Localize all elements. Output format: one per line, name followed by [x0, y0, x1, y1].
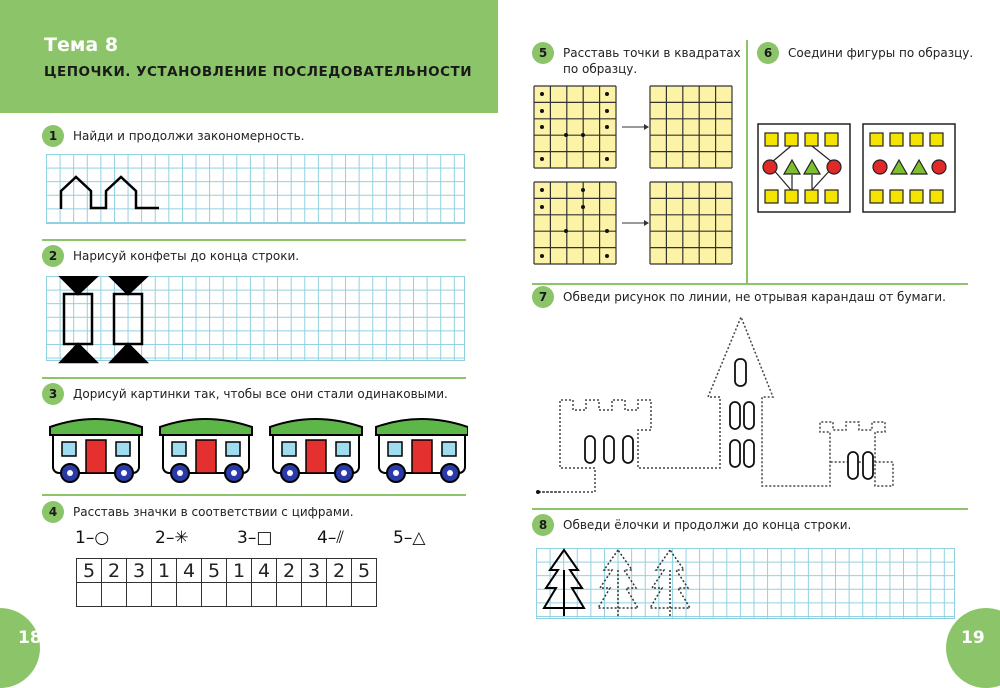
legend-item: 5–△ [393, 528, 426, 548]
digit-cell: 3 [127, 559, 152, 583]
task-8-text: Обведи ёлочки и продолжи до конца строки. [563, 518, 852, 532]
task-3-text: Дорисуй картинки так, чтобы все они стали одинаковыми. [73, 387, 448, 401]
answer-row [77, 583, 377, 607]
vertical-divider [746, 40, 748, 283]
legend-item: 1–○ [75, 528, 110, 548]
digit-cell: 4 [252, 559, 277, 583]
task-4-number: 4 [42, 501, 64, 523]
answer-cell[interactable] [202, 583, 227, 607]
divider [532, 283, 968, 285]
task-6-text: Соедини фигуры по образцу. [788, 46, 974, 60]
digit-cell: 1 [152, 559, 177, 583]
answer-cell[interactable] [227, 583, 252, 607]
task-8-number: 8 [532, 514, 554, 536]
divider [42, 494, 466, 496]
task-2-candies [46, 276, 156, 366]
digit-cell: 2 [277, 559, 302, 583]
task-1-number: 1 [42, 125, 64, 147]
task-2-text: Нарисуй конфеты до конца строки. [73, 249, 300, 263]
digit-cell: 5 [77, 559, 102, 583]
answer-cell[interactable] [102, 583, 127, 607]
task-1-pattern [46, 154, 166, 224]
task-5-number: 5 [532, 42, 554, 64]
answer-cell[interactable] [177, 583, 202, 607]
digit-cell: 2 [102, 559, 127, 583]
answer-cell[interactable] [77, 583, 102, 607]
theme-title: ЦЕПОЧКИ. УСТАНОВЛЕНИЕ ПОСЛЕДОВАТЕЛЬНОСТИ [44, 64, 473, 80]
legend-item: 4–⫽ [317, 528, 344, 548]
digit-cell: 1 [227, 559, 252, 583]
task-1-text: Найди и продолжи закономерность. [73, 129, 305, 143]
digit-cell: 5 [202, 559, 227, 583]
page-number-right: 19 [961, 628, 985, 648]
task-8-trees [536, 548, 696, 620]
divider [42, 377, 466, 379]
digit-cell: 5 [352, 559, 377, 583]
answer-cell[interactable] [152, 583, 177, 607]
task-3-number: 3 [42, 383, 64, 405]
legend-item: 3–□ [237, 528, 273, 548]
task-6-number: 6 [757, 42, 779, 64]
digit-cell: 4 [177, 559, 202, 583]
answer-cell[interactable] [127, 583, 152, 607]
page-corner-right [946, 608, 1000, 688]
theme-number: Тема 8 [44, 34, 119, 56]
answer-cell[interactable] [352, 583, 377, 607]
page-number-left: 18 [18, 628, 42, 648]
answer-cell[interactable] [277, 583, 302, 607]
digit-table [76, 558, 377, 607]
theme-header [0, 0, 498, 113]
answer-cell[interactable] [252, 583, 277, 607]
task-7-text: Обведи рисунок по линии, не отрывая карандаш от бумаги. [563, 290, 946, 304]
digit-row [77, 559, 377, 583]
task-7-number: 7 [532, 286, 554, 308]
digit-cell: 2 [327, 559, 352, 583]
digit-cell: 3 [302, 559, 327, 583]
task-4-text: Расставь значки в соответствии с цифрами. [73, 505, 354, 519]
task-3-wagons [48, 412, 468, 486]
task-2-number: 2 [42, 245, 64, 267]
page-corner-left [0, 608, 40, 688]
divider [42, 239, 466, 241]
answer-cell[interactable] [302, 583, 327, 607]
task-5-dot-grids [532, 84, 737, 269]
task-5-text-line2: по образцу. [563, 62, 638, 76]
task-7-castle-trace [530, 312, 970, 502]
legend-item: 2–✳ [155, 528, 189, 548]
task-6-shapes [756, 122, 962, 216]
answer-cell[interactable] [327, 583, 352, 607]
task-5-text-line1: Расставь точки в квадратах [563, 46, 741, 60]
divider [532, 508, 968, 510]
